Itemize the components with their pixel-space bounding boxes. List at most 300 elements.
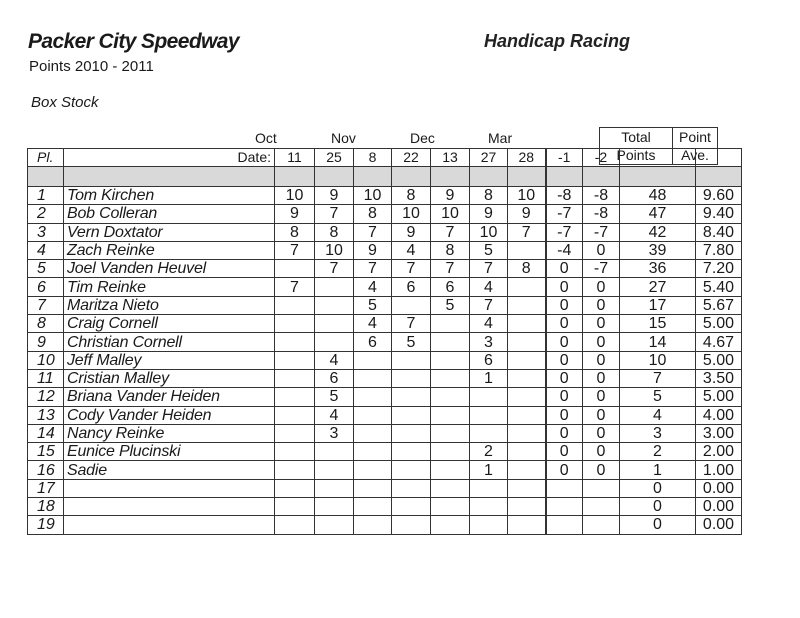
score-cell	[354, 516, 392, 534]
score-cell: 4	[354, 315, 392, 333]
score-cell	[431, 333, 470, 351]
point-average-cell: 8.40	[696, 223, 742, 241]
score-cell	[392, 479, 431, 497]
driver-name-cell: Nancy Reinke	[64, 424, 275, 442]
driver-name-cell: Tim Reinke	[64, 278, 275, 296]
score-cell: 10	[470, 223, 508, 241]
point-average-cell: 5.67	[696, 296, 742, 314]
score-cell: 10	[431, 205, 470, 223]
point-average-cell: 5.40	[696, 278, 742, 296]
score-cell: 5	[354, 296, 392, 314]
point-average-cell: 5.00	[696, 388, 742, 406]
score-cell	[354, 443, 392, 461]
score-cell	[315, 516, 354, 534]
point-average-cell: 9.60	[696, 187, 742, 205]
score-cell: 8	[315, 223, 354, 241]
score-cell: 6	[470, 351, 508, 369]
score-cell	[508, 406, 546, 424]
score-cell	[508, 296, 546, 314]
total-points-cell: 4	[620, 406, 696, 424]
score-cell	[470, 406, 508, 424]
adjust-cell: 0	[546, 406, 583, 424]
place-cell: 11	[28, 369, 64, 387]
score-cell	[275, 479, 315, 497]
band-cell	[583, 167, 620, 187]
date-header-cell: 11	[275, 149, 315, 167]
date-header-cell: 22	[392, 149, 431, 167]
point-average-cell: 5.00	[696, 351, 742, 369]
score-cell	[508, 241, 546, 259]
band-cell	[392, 167, 431, 187]
score-cell	[431, 388, 470, 406]
score-cell	[315, 296, 354, 314]
point-average-cell: 5.00	[696, 315, 742, 333]
driver-name-cell: Briana Vander Heiden	[64, 388, 275, 406]
score-cell	[470, 479, 508, 497]
table-row	[28, 241, 742, 259]
ave-header-cell	[696, 149, 742, 167]
table-row	[28, 223, 742, 241]
point-average-cell: 0.00	[696, 479, 742, 497]
score-cell	[508, 479, 546, 497]
points-label: Points	[616, 147, 656, 163]
score-cell	[315, 479, 354, 497]
adjust-cell: 0	[546, 443, 583, 461]
score-cell: 7	[275, 241, 315, 259]
score-cell	[275, 351, 315, 369]
total-points-cell: 10	[620, 351, 696, 369]
score-cell	[431, 351, 470, 369]
adjust-cell: 0	[546, 461, 583, 479]
date-header-cell: 13	[431, 149, 470, 167]
place-cell: 19	[28, 516, 64, 534]
place-cell: 13	[28, 406, 64, 424]
place-cell: 10	[28, 351, 64, 369]
score-cell: 7	[315, 260, 354, 278]
score-cell: 4	[392, 241, 431, 259]
driver-name-cell: Cristian Malley	[64, 369, 275, 387]
total-points-cell: 0	[620, 516, 696, 534]
adjust-cell: -4	[546, 241, 583, 259]
score-cell: 1	[470, 461, 508, 479]
score-cell: 9	[470, 205, 508, 223]
ave-label: Ave.	[681, 147, 709, 163]
table-row	[28, 388, 742, 406]
score-cell	[431, 498, 470, 516]
score-cell: 6	[431, 278, 470, 296]
score-cell: 4	[354, 278, 392, 296]
score-cell: 7	[508, 223, 546, 241]
score-cell	[431, 443, 470, 461]
score-cell	[431, 369, 470, 387]
adjust-cell: 0	[583, 406, 620, 424]
score-cell	[275, 406, 315, 424]
adjust-cell: 0	[583, 461, 620, 479]
score-cell	[275, 461, 315, 479]
driver-name-cell: Joel Vanden Heuvel	[64, 260, 275, 278]
adjust-cell: -8	[583, 205, 620, 223]
score-cell: 7	[275, 278, 315, 296]
score-cell: 10	[354, 187, 392, 205]
place-cell: 12	[28, 388, 64, 406]
score-cell: 4	[470, 315, 508, 333]
band-cell	[696, 167, 742, 187]
score-cell	[315, 443, 354, 461]
adjust-cell	[583, 498, 620, 516]
adjust-header-cell: -1	[546, 149, 583, 167]
score-cell: 8	[431, 241, 470, 259]
date-header: Date:	[64, 149, 275, 167]
score-cell	[275, 296, 315, 314]
score-cell	[392, 443, 431, 461]
driver-name-cell: Christian Cornell	[64, 333, 275, 351]
points-table	[27, 148, 742, 535]
point-average-cell: 1.00	[696, 461, 742, 479]
score-cell: 3	[470, 333, 508, 351]
driver-name-cell	[64, 498, 275, 516]
place-cell: 2	[28, 205, 64, 223]
point-average-cell: 0.00	[696, 516, 742, 534]
month-dec: Dec	[410, 130, 435, 146]
total-points-cell: 27	[620, 278, 696, 296]
driver-name-cell: Jeff Malley	[64, 351, 275, 369]
score-cell	[470, 388, 508, 406]
place-cell: 16	[28, 461, 64, 479]
adjust-cell: 0	[546, 333, 583, 351]
score-cell	[470, 516, 508, 534]
total-points-cell: 1	[620, 461, 696, 479]
adjust-cell: 0	[583, 315, 620, 333]
table-row	[28, 479, 742, 497]
score-cell	[508, 424, 546, 442]
shaded-band-row	[28, 167, 742, 187]
adjust-cell: 0	[583, 424, 620, 442]
point-average-cell: 4.67	[696, 333, 742, 351]
class-title: Handicap Racing	[484, 31, 631, 51]
place-cell: 18	[28, 498, 64, 516]
adjust-cell: 0	[583, 388, 620, 406]
adjust-cell: 0	[546, 260, 583, 278]
score-cell: 5	[392, 333, 431, 351]
score-cell	[431, 479, 470, 497]
total-points-cell: 47	[620, 205, 696, 223]
score-cell: 9	[431, 187, 470, 205]
score-cell	[431, 516, 470, 534]
total-header-cell	[620, 149, 696, 167]
score-cell	[275, 388, 315, 406]
driver-name-cell: Sadie	[64, 461, 275, 479]
driver-name-cell	[64, 516, 275, 534]
driver-name-cell	[64, 479, 275, 497]
place-cell: 17	[28, 479, 64, 497]
adjust-cell: 0	[546, 296, 583, 314]
score-cell	[508, 351, 546, 369]
total-points-cell: 48	[620, 187, 696, 205]
total-points-cell: 0	[620, 479, 696, 497]
score-cell	[354, 388, 392, 406]
adjust-cell: -8	[546, 187, 583, 205]
score-cell	[470, 424, 508, 442]
score-cell: 4	[315, 351, 354, 369]
score-cell	[275, 260, 315, 278]
score-cell: 6	[392, 278, 431, 296]
adjust-cell: 0	[546, 278, 583, 296]
adjust-cell: -8	[583, 187, 620, 205]
table-row	[28, 333, 742, 351]
total-points-cell: 3	[620, 424, 696, 442]
adjust-cell: 0	[546, 369, 583, 387]
adjust-cell: 0	[583, 351, 620, 369]
score-cell	[354, 369, 392, 387]
score-cell: 10	[275, 187, 315, 205]
place-header: Pl.	[28, 149, 64, 167]
score-cell: 6	[315, 369, 354, 387]
score-cell: 9	[392, 223, 431, 241]
adjust-header-cell: -2	[583, 149, 620, 167]
division-label: Box Stock	[31, 94, 99, 111]
score-cell	[392, 351, 431, 369]
score-cell: 8	[470, 187, 508, 205]
score-cell	[315, 461, 354, 479]
score-cell: 10	[508, 187, 546, 205]
score-cell	[354, 351, 392, 369]
score-cell: 2	[470, 443, 508, 461]
score-cell: 7	[315, 205, 354, 223]
score-cell: 9	[275, 205, 315, 223]
adjust-cell: -7	[583, 260, 620, 278]
table-row	[28, 424, 742, 442]
place-cell: 15	[28, 443, 64, 461]
total-points-cell: 17	[620, 296, 696, 314]
score-cell: 10	[315, 241, 354, 259]
table-row	[28, 187, 742, 205]
score-cell	[315, 333, 354, 351]
point-average-cell: 7.20	[696, 260, 742, 278]
score-cell: 7	[354, 260, 392, 278]
score-cell	[275, 498, 315, 516]
point-average-cell: 3.00	[696, 424, 742, 442]
score-cell: 8	[275, 223, 315, 241]
adjust-cell: 0	[583, 333, 620, 351]
table-header-row	[28, 149, 742, 167]
point-average-cell: 0.00	[696, 498, 742, 516]
adjust-cell: 0	[546, 424, 583, 442]
point-average-cell: 7.80	[696, 241, 742, 259]
score-cell	[275, 315, 315, 333]
score-cell: 5	[431, 296, 470, 314]
total-points-cell: 14	[620, 333, 696, 351]
table-row	[28, 461, 742, 479]
score-cell: 8	[508, 260, 546, 278]
score-cell: 4	[470, 278, 508, 296]
score-cell	[315, 498, 354, 516]
band-cell	[315, 167, 354, 187]
table-row	[28, 205, 742, 223]
table-row	[28, 278, 742, 296]
band-cell	[470, 167, 508, 187]
score-cell: 7	[392, 315, 431, 333]
score-cell	[431, 424, 470, 442]
adjust-cell: 0	[583, 296, 620, 314]
place-cell: 8	[28, 315, 64, 333]
adjust-cell: -7	[546, 205, 583, 223]
place-cell: 1	[28, 187, 64, 205]
place-cell: 3	[28, 223, 64, 241]
total-label: Total	[621, 129, 651, 145]
adjust-cell	[583, 479, 620, 497]
track-title: Packer City Speedway	[28, 30, 239, 53]
table-row	[28, 260, 742, 278]
score-cell	[275, 369, 315, 387]
score-cell	[275, 333, 315, 351]
date-header-cell: 8	[354, 149, 392, 167]
score-cell	[431, 406, 470, 424]
score-cell: 7	[431, 260, 470, 278]
score-cell	[315, 278, 354, 296]
score-cell	[354, 461, 392, 479]
place-cell: 5	[28, 260, 64, 278]
driver-name-cell: Cody Vander Heiden	[64, 406, 275, 424]
score-cell: 4	[315, 406, 354, 424]
band-cell	[508, 167, 546, 187]
band-cell	[354, 167, 392, 187]
score-cell: 9	[315, 187, 354, 205]
score-cell	[354, 498, 392, 516]
place-cell: 6	[28, 278, 64, 296]
score-cell: 3	[315, 424, 354, 442]
point-average-cell: 9.40	[696, 205, 742, 223]
score-cell	[354, 424, 392, 442]
adjust-cell: 0	[546, 315, 583, 333]
total-points-cell: 7	[620, 369, 696, 387]
adjust-cell	[546, 479, 583, 497]
score-cell	[275, 516, 315, 534]
score-cell	[508, 333, 546, 351]
month-oct: Oct	[255, 130, 277, 146]
point-label: Point	[679, 129, 711, 145]
score-cell	[275, 443, 315, 461]
driver-name-cell: Vern Doxtator	[64, 223, 275, 241]
point-average-cell: 2.00	[696, 443, 742, 461]
score-cell: 7	[354, 223, 392, 241]
score-cell	[392, 498, 431, 516]
score-cell	[354, 479, 392, 497]
score-cell	[392, 424, 431, 442]
band-cell	[64, 167, 275, 187]
score-cell	[508, 315, 546, 333]
driver-name-cell: Bob Colleran	[64, 205, 275, 223]
score-cell	[392, 388, 431, 406]
table-row	[28, 315, 742, 333]
total-points-cell: 15	[620, 315, 696, 333]
table-row	[28, 516, 742, 534]
score-cell	[431, 461, 470, 479]
score-cell	[392, 369, 431, 387]
date-header-cell: 27	[470, 149, 508, 167]
adjust-cell	[546, 516, 583, 534]
driver-name-cell: Zach Reinke	[64, 241, 275, 259]
score-cell	[392, 461, 431, 479]
adjust-cell	[583, 516, 620, 534]
adjust-cell: 0	[583, 369, 620, 387]
score-cell	[315, 315, 354, 333]
score-cell	[508, 443, 546, 461]
total-points-cell: 0	[620, 498, 696, 516]
adjust-cell: 0	[583, 278, 620, 296]
band-cell	[275, 167, 315, 187]
score-cell: 7	[431, 223, 470, 241]
score-cell: 6	[354, 333, 392, 351]
score-cell: 7	[470, 260, 508, 278]
band-cell	[620, 167, 696, 187]
total-points-cell: 39	[620, 241, 696, 259]
point-average-cell: 3.50	[696, 369, 742, 387]
adjust-cell: 0	[583, 241, 620, 259]
place-cell: 7	[28, 296, 64, 314]
score-cell: 8	[354, 205, 392, 223]
table-row	[28, 498, 742, 516]
table-row	[28, 351, 742, 369]
score-cell	[392, 406, 431, 424]
score-cell: 5	[315, 388, 354, 406]
table-row	[28, 369, 742, 387]
score-cell	[354, 406, 392, 424]
driver-name-cell: Eunice Plucinski	[64, 443, 275, 461]
place-cell: 4	[28, 241, 64, 259]
date-header-cell: 25	[315, 149, 354, 167]
adjust-cell: -7	[583, 223, 620, 241]
total-points-cell: 36	[620, 260, 696, 278]
season-label: Points 2010 - 2011	[29, 58, 154, 75]
score-cell	[508, 278, 546, 296]
score-cell: 5	[470, 241, 508, 259]
month-nov: Nov	[331, 130, 356, 146]
band-cell	[28, 167, 64, 187]
score-cell: 1	[470, 369, 508, 387]
driver-name-cell: Craig Cornell	[64, 315, 275, 333]
point-average-cell: 4.00	[696, 406, 742, 424]
place-cell: 9	[28, 333, 64, 351]
table-row	[28, 296, 742, 314]
score-cell: 9	[354, 241, 392, 259]
score-cell: 9	[508, 205, 546, 223]
total-points-cell: 42	[620, 223, 696, 241]
table-row	[28, 443, 742, 461]
score-cell: 10	[392, 205, 431, 223]
adjust-cell: -7	[546, 223, 583, 241]
band-cell	[546, 167, 583, 187]
score-cell	[431, 315, 470, 333]
month-mar: Mar	[488, 130, 513, 146]
adjust-cell	[546, 498, 583, 516]
score-cell	[508, 516, 546, 534]
score-cell: 7	[470, 296, 508, 314]
score-cell	[392, 296, 431, 314]
driver-name-cell: Tom Kirchen	[64, 187, 275, 205]
score-cell	[392, 516, 431, 534]
score-cell: 7	[392, 260, 431, 278]
score-cell	[508, 498, 546, 516]
score-cell	[508, 369, 546, 387]
total-points-cell: 5	[620, 388, 696, 406]
adjust-cell: 0	[546, 388, 583, 406]
table-row	[28, 406, 742, 424]
score-cell: 8	[392, 187, 431, 205]
adjust-cell: 0	[546, 351, 583, 369]
score-cell	[508, 388, 546, 406]
driver-name-cell: Maritza Nieto	[64, 296, 275, 314]
total-points-cell: 2	[620, 443, 696, 461]
